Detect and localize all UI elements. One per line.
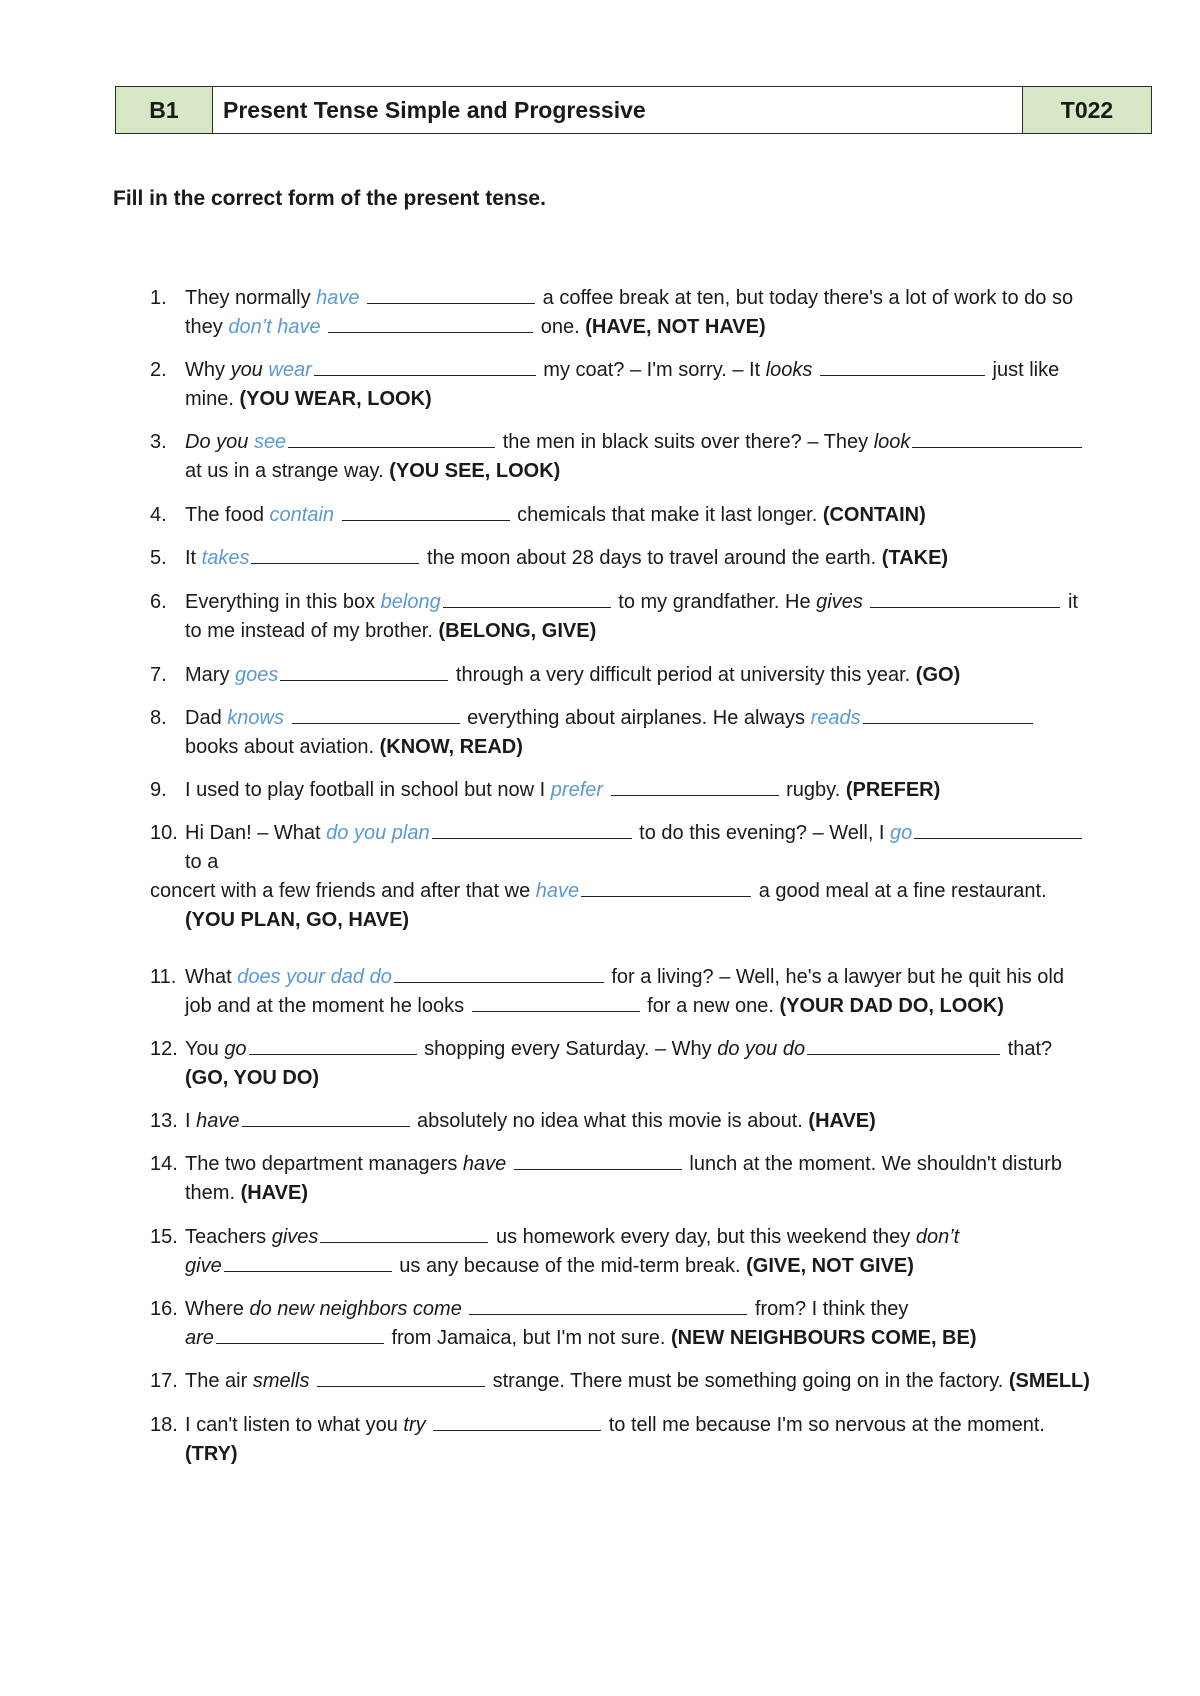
worksheet-code: T022 [1023, 87, 1151, 133]
verb-hint: (TAKE) [881, 547, 949, 569]
sentence-text: to do this evening? – Well, I [633, 822, 891, 844]
item-number: 4. [150, 504, 167, 526]
sentence-text: The food [185, 504, 270, 526]
item-line [185, 1222, 1145, 1253]
header-table [115, 86, 1152, 134]
sentence-text: at us in a strange way. [185, 460, 390, 482]
verb-hint: (KNOW, READ) [379, 736, 523, 758]
sentence-text: job and at the moment he looks [185, 995, 470, 1017]
item-number: 15. [150, 1226, 178, 1248]
item-number: 1. [150, 287, 167, 309]
item-line [185, 1366, 1145, 1397]
sentence-text: to a [185, 851, 219, 873]
verb-hint: (TRY) [185, 1443, 238, 1465]
item-number: 5. [150, 547, 167, 569]
level-cell: B1 [116, 87, 213, 133]
item-number: 14. [150, 1153, 178, 1175]
item-line [185, 991, 1145, 1022]
verb-hint: (HAVE) [808, 1110, 876, 1132]
sentence-text: the men in black suits over there? – They [497, 431, 874, 453]
sentence-text: I can't listen to what you [185, 1414, 404, 1436]
sentence-text: I used to play football in school but now I [185, 779, 551, 801]
sentence-text [360, 287, 366, 309]
answer-blank[interactable] [216, 1325, 384, 1344]
item-line [185, 1294, 1145, 1325]
verb-text: have [196, 1110, 240, 1132]
sentence-text: a good meal at a fine restaurant. [753, 880, 1047, 902]
item-line [185, 456, 1145, 487]
answer-blank[interactable] [863, 705, 1033, 724]
sentence-text: Everything in this box [185, 591, 381, 613]
verb-text: do new neighbors come [249, 1298, 462, 1320]
answer-blank[interactable] [820, 357, 985, 376]
item-line [185, 283, 1145, 314]
sentence-text: They normally [185, 287, 317, 309]
verb-text: try [403, 1414, 426, 1436]
sentence-text: the moon about 28 days to travel around the earth. [421, 547, 882, 569]
answer-blank[interactable] [328, 314, 533, 333]
verb-hint: (HAVE, NOT HAVE) [585, 316, 766, 338]
item-line [185, 1178, 1145, 1209]
verb-text: smells [252, 1370, 310, 1392]
item-line [185, 543, 1145, 574]
answer-text: have [316, 287, 360, 309]
sentence-text: Mary [185, 664, 235, 686]
answer-blank[interactable] [433, 1412, 601, 1431]
answer-text: prefer [550, 779, 604, 801]
verb-hint: (HAVE) [240, 1182, 308, 1204]
sentence-text: from? I think they [749, 1298, 909, 1320]
answer-blank[interactable] [581, 878, 751, 897]
item-number: 6. [150, 591, 167, 613]
item-number: 17. [150, 1370, 178, 1392]
instruction-text: Fill in the correct form of the present tense. [113, 187, 546, 210]
answer-text: goes [235, 664, 279, 686]
verb-text: look [873, 431, 911, 453]
answer-blank[interactable] [280, 662, 448, 681]
item-line [185, 587, 1145, 618]
sentence-text: a coffee break at ten, but today there's a lot of work to do so [537, 287, 1074, 309]
answer-blank[interactable] [807, 1036, 1000, 1055]
item-number: 8. [150, 707, 167, 729]
verb-text: Do you [185, 431, 249, 453]
answer-blank[interactable] [292, 705, 460, 724]
sentence-text: chemicals that make it last longer. [511, 504, 823, 526]
answer-blank[interactable] [914, 820, 1082, 839]
item-number: 7. [150, 664, 167, 686]
item-line [185, 1106, 1145, 1137]
answer-text: does your dad do [237, 966, 392, 988]
answer-blank[interactable] [611, 777, 779, 796]
sentence-text: Where [185, 1298, 250, 1320]
item-number: 2. [150, 359, 167, 381]
answer-blank[interactable] [912, 429, 1082, 448]
item-line [185, 500, 1145, 531]
verb-text: do you do [717, 1038, 806, 1060]
sentence-text: I [185, 1110, 197, 1132]
sentence-text: it [1062, 591, 1078, 613]
verb-hint: (BELONG, GIVE) [438, 620, 597, 642]
sentence-text: them. [185, 1182, 241, 1204]
worksheet-title: Present Tense Simple and Progressive [213, 87, 1023, 133]
sentence-text: What [185, 966, 238, 988]
answer-blank[interactable] [249, 1036, 417, 1055]
item-line [185, 1251, 1145, 1282]
sentence-text: The air [185, 1370, 253, 1392]
verb-text: have [462, 1153, 507, 1175]
sentence-text: us homework every day, but this weekend they [490, 1226, 916, 1248]
sentence-text: lunch at the moment. We shouldn't disturb [683, 1153, 1062, 1175]
item-line [185, 775, 1145, 806]
answer-blank[interactable] [320, 1224, 488, 1243]
answer-blank[interactable] [224, 1253, 392, 1272]
sentence-text: Dad [185, 707, 228, 729]
answer-blank[interactable] [472, 993, 640, 1012]
verb-hint: (PREFER) [845, 779, 941, 801]
verb-text: are [185, 1327, 214, 1349]
verb-text: go [224, 1038, 247, 1060]
sentence-text [812, 359, 818, 381]
item-number: 16. [150, 1298, 178, 1320]
answer-text: wear [268, 359, 312, 381]
item-line [185, 818, 1145, 849]
item-number: 18. [150, 1414, 178, 1436]
item-number: 12. [150, 1038, 178, 1060]
sentence-text: that? [1002, 1038, 1053, 1060]
sentence-text: shopping every Saturday. – Why [418, 1038, 718, 1060]
sentence-text: to my grandfather. He [612, 591, 817, 613]
item-line [150, 876, 1110, 907]
verb-text: gives [816, 591, 863, 613]
sentence-text: You [185, 1038, 225, 1060]
sentence-text [603, 779, 609, 801]
sentence-text: us any because of the mid-term break. [393, 1255, 747, 1277]
sentence-text: just like [986, 359, 1060, 381]
verb-hint: (CONTAIN) [822, 504, 926, 526]
answer-text: do you plan [326, 822, 430, 844]
answer-text: belong [380, 591, 441, 613]
sentence-text: for a living? – Well, he's a lawyer but he quit his old [605, 966, 1064, 988]
item-number: 13. [150, 1110, 178, 1132]
sentence-text: Hi Dan! – What [185, 822, 327, 844]
answer-text: see [253, 431, 287, 453]
item-line [185, 312, 1145, 343]
verb-hint: (GIVE, NOT GIVE) [746, 1255, 914, 1277]
answer-text: contain [269, 504, 335, 526]
item-line [185, 384, 1145, 415]
answer-text: don’t have [228, 316, 321, 338]
sentence-text: through a very difficult period at university this year. [450, 664, 916, 686]
sentence-text [506, 1153, 512, 1175]
sentence-text [284, 707, 290, 729]
sentence-text [309, 1370, 315, 1392]
verb-hint: (YOU PLAN, GO, HAVE) [185, 909, 410, 931]
sentence-text: to tell me because I'm so nervous at the moment. [603, 1414, 1045, 1436]
sentence-text [462, 1298, 468, 1320]
answer-blank[interactable] [367, 285, 535, 304]
item-line [185, 660, 1145, 691]
sentence-text: one. [535, 316, 586, 338]
verb-text: you [230, 359, 263, 381]
sentence-text: they [185, 316, 229, 338]
verb-hint: (GO) [915, 664, 961, 686]
sentence-text: books about aviation. [185, 736, 380, 758]
answer-blank[interactable] [342, 502, 510, 521]
sentence-text: Why [185, 359, 231, 381]
answer-blank[interactable] [469, 1296, 747, 1315]
answer-text: go [890, 822, 913, 844]
answer-blank[interactable] [394, 964, 604, 983]
item-line [185, 1063, 1145, 1094]
answer-blank[interactable] [317, 1368, 485, 1387]
item-line [185, 1410, 1145, 1441]
verb-hint: (YOU WEAR, LOOK) [239, 388, 432, 410]
item-number: 9. [150, 779, 167, 801]
answer-blank[interactable] [443, 589, 611, 608]
item-line [185, 1149, 1145, 1180]
item-line [185, 905, 1145, 936]
item-number: 10. [150, 822, 178, 844]
answer-text: knows [227, 707, 284, 729]
answer-blank[interactable] [314, 357, 536, 376]
sentence-text [334, 504, 340, 526]
sentence-text: everything about airplanes. He always [461, 707, 811, 729]
sentence-text: absolutely no idea what this movie is about. [411, 1110, 809, 1132]
verb-text: looks [765, 359, 813, 381]
sentence-text: It [185, 547, 202, 569]
sentence-text: strange. There must be something going on in the factory. [487, 1370, 1009, 1392]
verb-hint: (YOU SEE, LOOK) [389, 460, 561, 482]
verb-hint: (YOUR DAD DO, LOOK) [779, 995, 1004, 1017]
item-line [185, 427, 1145, 458]
verb-text: don’t [915, 1226, 960, 1248]
answer-blank[interactable] [514, 1151, 682, 1170]
verb-text: gives [271, 1226, 319, 1248]
sentence-text: from Jamaica, but I'm not sure. [385, 1327, 671, 1349]
answer-blank[interactable] [242, 1108, 410, 1127]
sentence-text: rugby. [780, 779, 846, 801]
item-line [185, 962, 1145, 993]
item-line [185, 703, 1145, 734]
sentence-text: concert with a few friends and after that we [150, 880, 536, 902]
sentence-text [426, 1414, 432, 1436]
sentence-text: mine. [185, 388, 240, 410]
answer-text: have [535, 880, 580, 902]
sentence-text: for a new one. [641, 995, 780, 1017]
item-line [185, 1034, 1145, 1065]
sentence-text: Teachers [185, 1226, 272, 1248]
item-line [185, 847, 1145, 878]
item-number: 11. [150, 966, 177, 988]
answer-blank[interactable] [251, 545, 419, 564]
verb-hint: (SMELL) [1008, 1370, 1090, 1392]
answer-blank[interactable] [432, 820, 632, 839]
sentence-text [321, 316, 327, 338]
answer-text: takes [201, 547, 250, 569]
item-line [185, 732, 1145, 763]
item-line [185, 1439, 1145, 1470]
sentence-text: to me instead of my brother. [185, 620, 439, 642]
sentence-text: my coat? – I'm sorry. – It [537, 359, 766, 381]
verb-hint: (NEW NEIGHBOURS COME, BE) [670, 1327, 977, 1349]
item-line [185, 1323, 1145, 1354]
sentence-text: The two department managers [185, 1153, 463, 1175]
answer-text: reads [810, 707, 861, 729]
item-line [185, 355, 1145, 386]
item-line [185, 616, 1145, 647]
verb-text: give [185, 1255, 222, 1277]
verb-hint: (GO, YOU DO) [185, 1067, 320, 1089]
answer-blank[interactable] [870, 589, 1060, 608]
sentence-text [863, 591, 869, 613]
item-number: 3. [150, 431, 167, 453]
answer-blank[interactable] [288, 429, 495, 448]
